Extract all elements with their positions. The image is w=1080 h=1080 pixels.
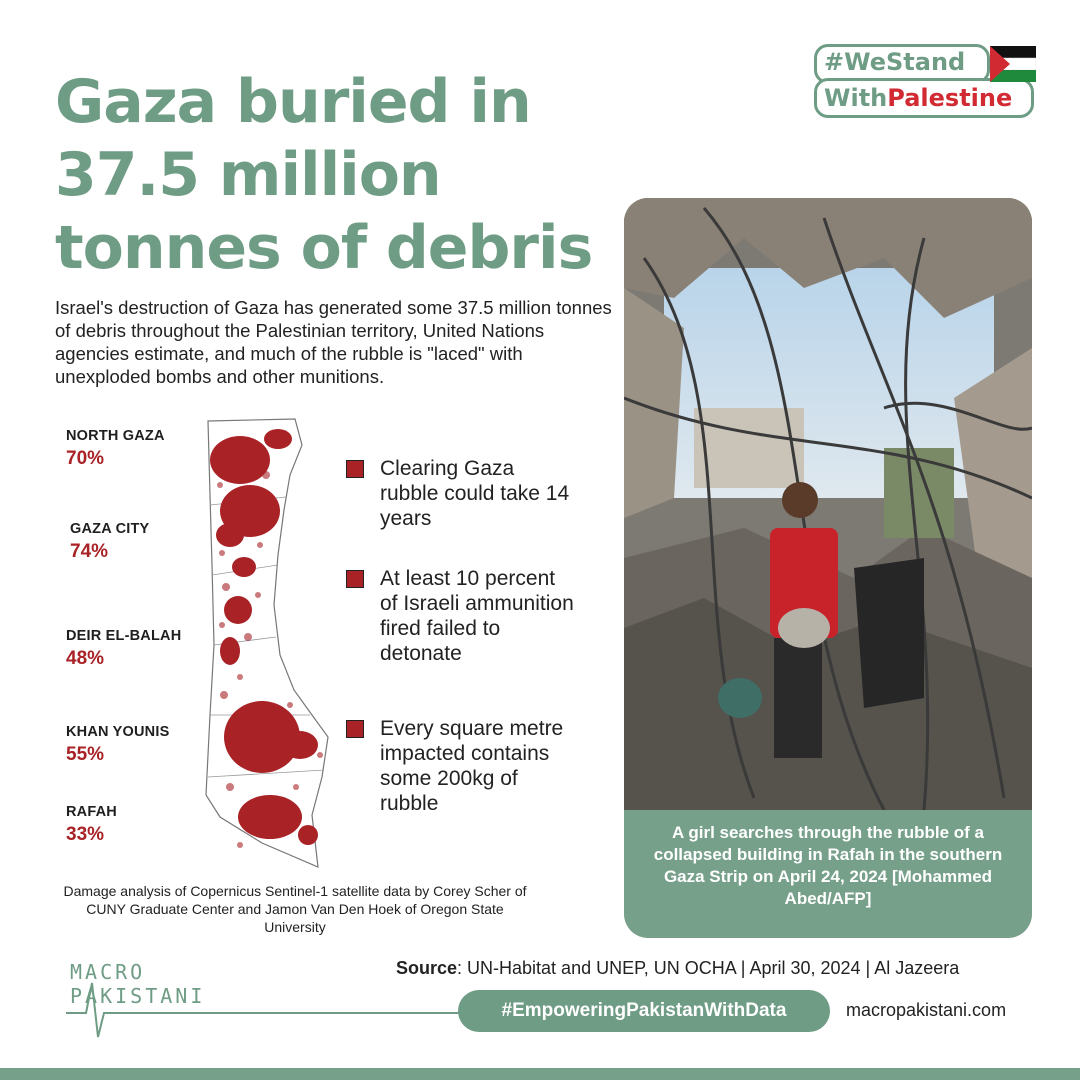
fact-text: Every square metre impacted contains some 200kg of rubble bbox=[380, 717, 564, 815]
region-percent: 33% bbox=[66, 824, 105, 845]
region-rafah bbox=[66, 804, 117, 846]
source-line bbox=[396, 958, 1036, 979]
fact-bullet bbox=[346, 456, 576, 531]
region-name: GAZA CITY bbox=[70, 521, 150, 537]
fact-text: At least 10 percent of Israeli ammunition fired failed to detonate bbox=[380, 567, 574, 665]
source-text: : UN-Habitat and UNEP, UN OCHA | April 30, 2024 | Al Jazeera bbox=[457, 958, 960, 978]
fact-text: Clearing Gaza rubble could take 14 years bbox=[380, 457, 570, 530]
region-percent: 48% bbox=[66, 648, 105, 669]
region-name: DEIR EL-BALAH bbox=[66, 628, 182, 644]
region-gaza-city bbox=[70, 521, 149, 563]
intro-paragraph: Israel's destruction of Gaza has generated some 37.5 million tonnes of debris throughout the Palestinian territory, United Nations agencies estimate, and much of the rubble is "laced" with unexploded bombs and other munitions. bbox=[55, 297, 612, 387]
region-name: KHAN YOUNIS bbox=[66, 724, 170, 740]
region-deir-el-balah bbox=[66, 628, 181, 670]
region-north-gaza bbox=[66, 428, 165, 470]
logo-line1: MACRO bbox=[70, 960, 146, 984]
macro-pakistani-logo bbox=[66, 960, 206, 1038]
palestine-flag-icon bbox=[990, 46, 1036, 82]
bullet-square-icon bbox=[346, 720, 364, 738]
fact-bullet bbox=[346, 716, 576, 816]
hashtag-line2-prefix: With bbox=[824, 84, 888, 112]
region-name: RAFAH bbox=[66, 804, 117, 820]
bullet-square-icon bbox=[346, 570, 364, 588]
tagline-pill: #EmpoweringPakistanWithData bbox=[458, 990, 830, 1032]
hashtag-line2-highlight: Palestine bbox=[887, 84, 1013, 112]
hashtag-line2 bbox=[824, 84, 1012, 112]
region-percent: 74% bbox=[70, 541, 109, 562]
rubble-photo bbox=[624, 198, 1032, 810]
website-link[interactable]: macropakistani.com bbox=[846, 1000, 1007, 1020]
map-credit: Damage analysis of Copernicus Sentinel-1 satellite data by Corey Scher of CUNY Graduate Center and Jamon Van Den Hoek of Oregon State University bbox=[63, 883, 527, 935]
hashtag-line1: #WeStand bbox=[824, 48, 966, 76]
logo-line2: PAKISTANI bbox=[70, 984, 206, 1008]
region-khan-younis bbox=[66, 724, 169, 766]
region-name: NORTH GAZA bbox=[66, 428, 165, 444]
region-percent: 55% bbox=[66, 744, 105, 765]
source-label: Source bbox=[396, 958, 458, 978]
gaza-damage-map bbox=[200, 415, 340, 870]
fact-bullet bbox=[346, 566, 576, 666]
bottom-bar bbox=[0, 1068, 1080, 1080]
bullet-square-icon bbox=[346, 460, 364, 478]
photo-card bbox=[624, 198, 1032, 938]
region-percent: 70% bbox=[66, 448, 105, 469]
hashtag-badge bbox=[814, 44, 1036, 120]
photo-caption: A girl searches through the rubble of a collapsed building in Rafah in the southern Gaza Strip on April 24, 2024 [Mohammed Abed/AFP] bbox=[653, 823, 1003, 908]
page-title: Gaza buried in 37.5 million tonnes of debris bbox=[55, 67, 593, 283]
